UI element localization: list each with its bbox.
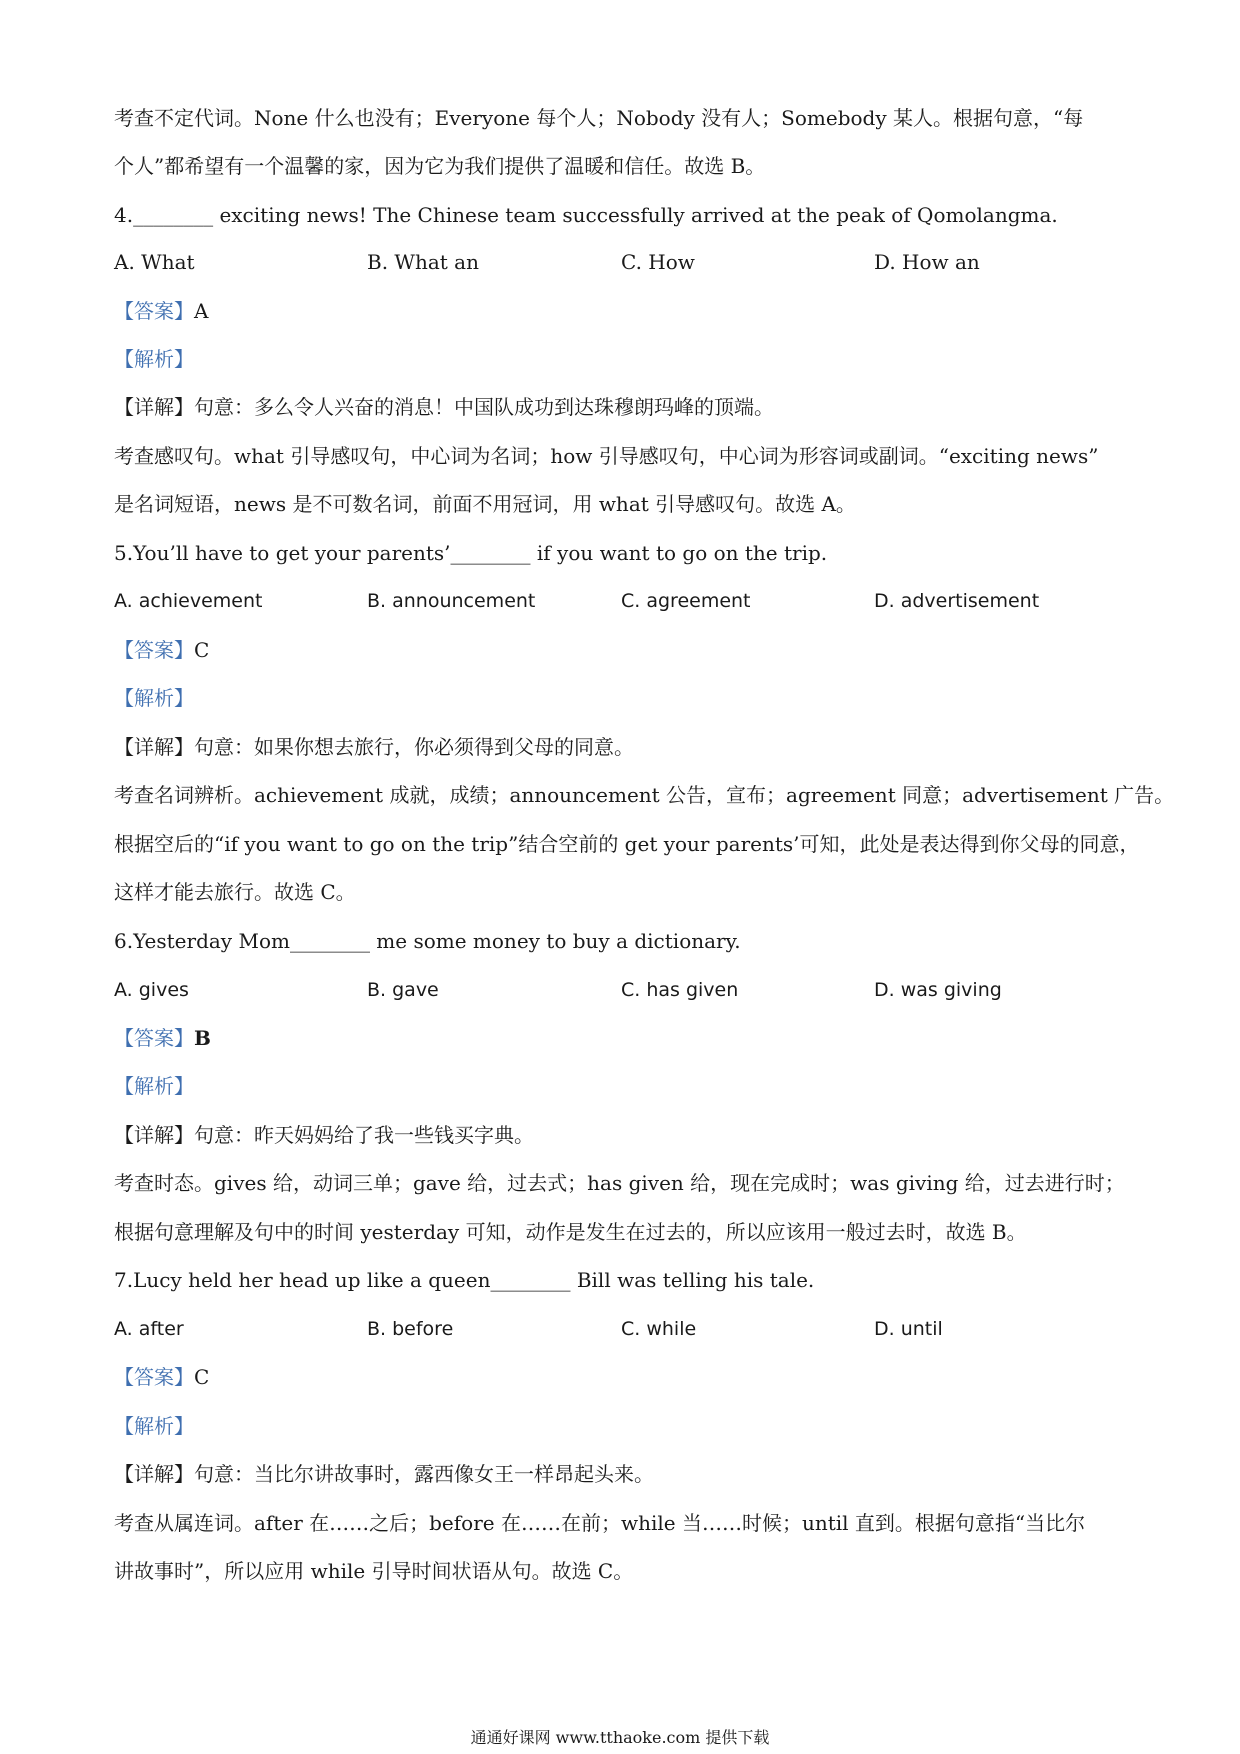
- q6-option-a: A. gives: [114, 979, 189, 1001]
- q6-analysis-label: 【解析】: [114, 1074, 194, 1098]
- q6-option-d: D. was giving: [874, 979, 1002, 1001]
- q6-detail: 【详解】句意：昨天妈妈给了我一些钱买字典。: [114, 1123, 534, 1147]
- q7-option-b: B. before: [367, 1318, 454, 1340]
- question-6: 6.Yesterday Mom________ me some money to buy a dictionary.: [114, 929, 741, 953]
- page-footer: 通通好课网 www.tthaoke.com 提供下载: [470, 1728, 770, 1747]
- q5-options: [114, 588, 1130, 614]
- q5-answer: [114, 637, 1130, 663]
- q7-explanation: 考查从属连词。after 在……之后；before 在……在前；while 当……时候；until 直到。根据句意指“当比尔: [114, 1511, 1086, 1535]
- q7-options: [114, 1316, 1130, 1342]
- q4-option-b: B. What an: [367, 250, 479, 274]
- q5-analysis-label: 【解析】: [114, 686, 194, 710]
- q5-explanation: 考查名词辨析。achievement 成就，成绩；announcement 公告，宣布；agreement 同意；advertisement 广告。: [114, 783, 1175, 807]
- q4-explanation: 考查感叹句。what 引导感叹句，中心词为名词；how 引导感叹句，中心词为形容词或副词。“exciting news”: [114, 444, 1099, 468]
- question-7: 7.Lucy held her head up like a queen________ Bill was telling his tale.: [114, 1268, 815, 1292]
- q6-options: [114, 977, 1130, 1003]
- q6-explanation: 根据句意理解及句中的时间 yesterday 可知，动作是发生在过去的，所以应该用一般过去时，故选 B。: [114, 1220, 1027, 1244]
- q7-option-c: C. while: [621, 1318, 697, 1340]
- answer-value: C: [194, 1365, 210, 1389]
- q6-answer: [114, 1025, 1130, 1051]
- q5-option-b: B. announcement: [367, 590, 536, 612]
- q7-analysis-label: 【解析】: [114, 1414, 194, 1438]
- answer-label: 【答案】: [114, 1026, 194, 1050]
- q4-detail: 【详解】句意：多么令人兴奋的消息！中国队成功到达珠穆朗玛峰的顶端。: [114, 395, 774, 419]
- q4-option-a: A. What: [114, 250, 195, 274]
- q7-option-a: A. after: [114, 1318, 184, 1340]
- answer-value: A: [194, 299, 209, 323]
- question-4: 4.________ exciting news! The Chinese team successfully arrived at the peak of Qomolangma.: [114, 203, 1058, 227]
- q6-option-c: C. has given: [621, 979, 739, 1001]
- q7-explanation: 讲故事时”，所以应用 while 引导时间状语从句。故选 C。: [114, 1559, 634, 1583]
- q5-option-c: C. agreement: [621, 590, 751, 612]
- q4-analysis-label: 【解析】: [114, 347, 194, 371]
- q5-explanation: 这样才能去旅行。故选 C。: [114, 880, 356, 904]
- answer-value: B: [194, 1026, 211, 1050]
- q5-detail: 【详解】句意：如果你想去旅行，你必须得到父母的同意。: [114, 735, 634, 759]
- q4-explanation: 是名词短语，news 是不可数名词，前面不用冠词，用 what 引导感叹句。故选 A。: [114, 492, 856, 516]
- text-line: 个人”都希望有一个温馨的家，因为它为我们提供了温暖和信任。故选 B。: [114, 154, 766, 178]
- answer-value: C: [194, 638, 210, 662]
- q5-option-a: A. achievement: [114, 590, 263, 612]
- q7-option-d: D. until: [874, 1318, 943, 1340]
- answer-label: 【答案】: [114, 299, 194, 323]
- q6-explanation: 考查时态。gives 给，动词三单；gave 给，过去式；has given 给，现在完成时；was giving 给，过去进行时；: [114, 1171, 1125, 1195]
- q4-answer: [114, 298, 1130, 324]
- answer-label: 【答案】: [114, 1365, 194, 1389]
- q7-answer: [114, 1364, 1130, 1390]
- q5-option-d: D. advertisement: [874, 590, 1040, 612]
- q5-explanation: 根据空后的“if you want to go on the trip”结合空前的 get your parents’可知，此处是表达得到你父母的同意，: [114, 832, 1140, 856]
- answer-label: 【答案】: [114, 638, 194, 662]
- q7-detail: 【详解】句意：当比尔讲故事时，露西像女王一样昂起头来。: [114, 1462, 654, 1486]
- q6-option-b: B. gave: [367, 979, 439, 1001]
- q4-option-c: C. How: [621, 250, 695, 274]
- question-5: 5.You’ll have to get your parents’________ if you want to go on the trip.: [114, 541, 828, 565]
- text-line: 考查不定代词。None 什么也没有；Everyone 每个人；Nobody 没有人；Somebody 某人。根据句意，“每: [114, 106, 1084, 130]
- q4-options: [114, 249, 1130, 275]
- q4-option-d: D. How an: [874, 250, 980, 274]
